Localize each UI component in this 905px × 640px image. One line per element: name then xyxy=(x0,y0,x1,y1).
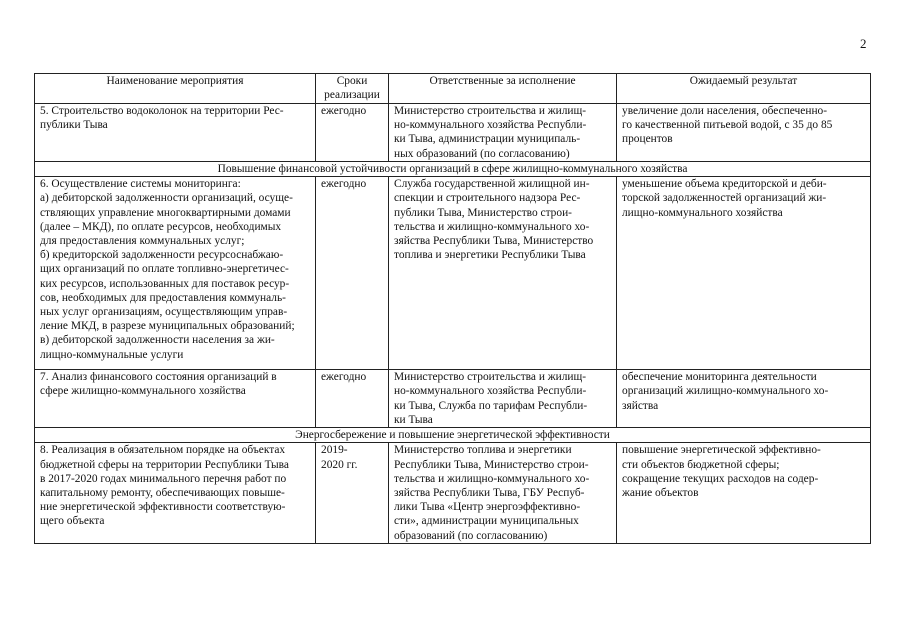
header-result: Ожидаемый результат xyxy=(617,74,871,104)
row5-responsible: Министерство строительства и жилищ- но-коммунального хозяйства Республи- ки Тыва, администрации муниципаль- ных образований (по согласованию) xyxy=(389,104,617,162)
header-responsible: Ответственные за исполнение xyxy=(389,74,617,104)
row6-result: уменьшение объема кредиторской и деби- торской задолженностей организаций жи- лищно-коммунального хозяйства xyxy=(617,177,871,370)
row6-term: ежегодно xyxy=(316,177,389,370)
page-number: 2 xyxy=(860,36,867,51)
header-term: Сроки реализации xyxy=(316,74,389,104)
row8-name: 8. Реализация в обязательном порядке на объектах бюджетной сферы на территории Республики Тыва в 2017-2020 годах минимального перечня работ по капитальному ремонту, обеспечивающих повыше- ние энергетической эффективности соответствую- щего объекта xyxy=(35,443,316,544)
section-row xyxy=(35,428,871,443)
header-name: Наименование мероприятия xyxy=(35,74,316,104)
table-row xyxy=(35,177,871,370)
section-finance: Повышение финансовой устойчивости организаций в сфере жилищно-коммунального хозяйства xyxy=(35,162,871,177)
row8-term: 2019- 2020 гг. xyxy=(316,443,389,544)
table-row xyxy=(35,370,871,428)
row7-term: ежегодно xyxy=(316,370,389,428)
row5-result: увеличение доли населения, обеспеченно- го качественной питьевой водой, с 35 до 85 процентов xyxy=(617,104,871,162)
row8-responsible: Министерство топлива и энергетики Республики Тыва, Министерство строи- тельства и жилищно-коммунального хо- зяйства Республики Тыва, ГБУ Респуб- лики Тыва «Центр энергоэффективно- сти», администрации муниципальных образований (по согласованию) xyxy=(389,443,617,544)
row5-name: 5. Строительство водоколонок на территории Рес- публики Тыва xyxy=(35,104,316,162)
row5-term: ежегодно xyxy=(316,104,389,162)
row8-result: повышение энергетической эффективно- сти объектов бюджетной сферы; сокращение текущих расходов на содер- жание объектов xyxy=(617,443,871,544)
section-energy: Энергосбережение и повышение энергетической эффективности xyxy=(35,428,871,443)
row6-responsible: Служба государственной жилищной ин- спекции и строительного надзора Рес- публики Тыва, Министерство строи- тельства и жилищно-коммунального хо- зяйства Республики Тыва, Министерство топлива и энергетики Республики Тыва xyxy=(389,177,617,370)
table-row xyxy=(35,443,871,544)
row6-name: 6. Осуществление системы мониторинга: а) дебиторской задолженности организаций, осуще- ствляющих управление многоквартирными домами (далее – МКД), по оплате ресурсов, необходимых для предоставления коммунальных услуг; б) кредиторской задолженности ресурсоснабжаю- щих организаций по оплате топливно-энергетичес- ких ресурсов, использованных для поставок ресур- сов, необходимых для предоставления коммуналь- ных услуг организациям, осуществляющим управ- ление МКД, в разрезе муниципальных образований; в) дебиторской задолженности населения за жи- лищно-коммунальные услуги xyxy=(35,177,316,370)
measures-table xyxy=(34,73,871,544)
table-header-row xyxy=(35,74,871,104)
table-row xyxy=(35,104,871,162)
row7-result: обеспечение мониторинга деятельности организаций жилищно-коммунального хо- зяйства xyxy=(617,370,871,428)
row7-name: 7. Анализ финансового состояния организаций в сфере жилищно-коммунального хозяйства xyxy=(35,370,316,428)
row7-responsible: Министерство строительства и жилищ- но-коммунального хозяйства Республи- ки Тыва, Служба по тарифам Республи- ки Тыва xyxy=(389,370,617,428)
section-row xyxy=(35,162,871,177)
